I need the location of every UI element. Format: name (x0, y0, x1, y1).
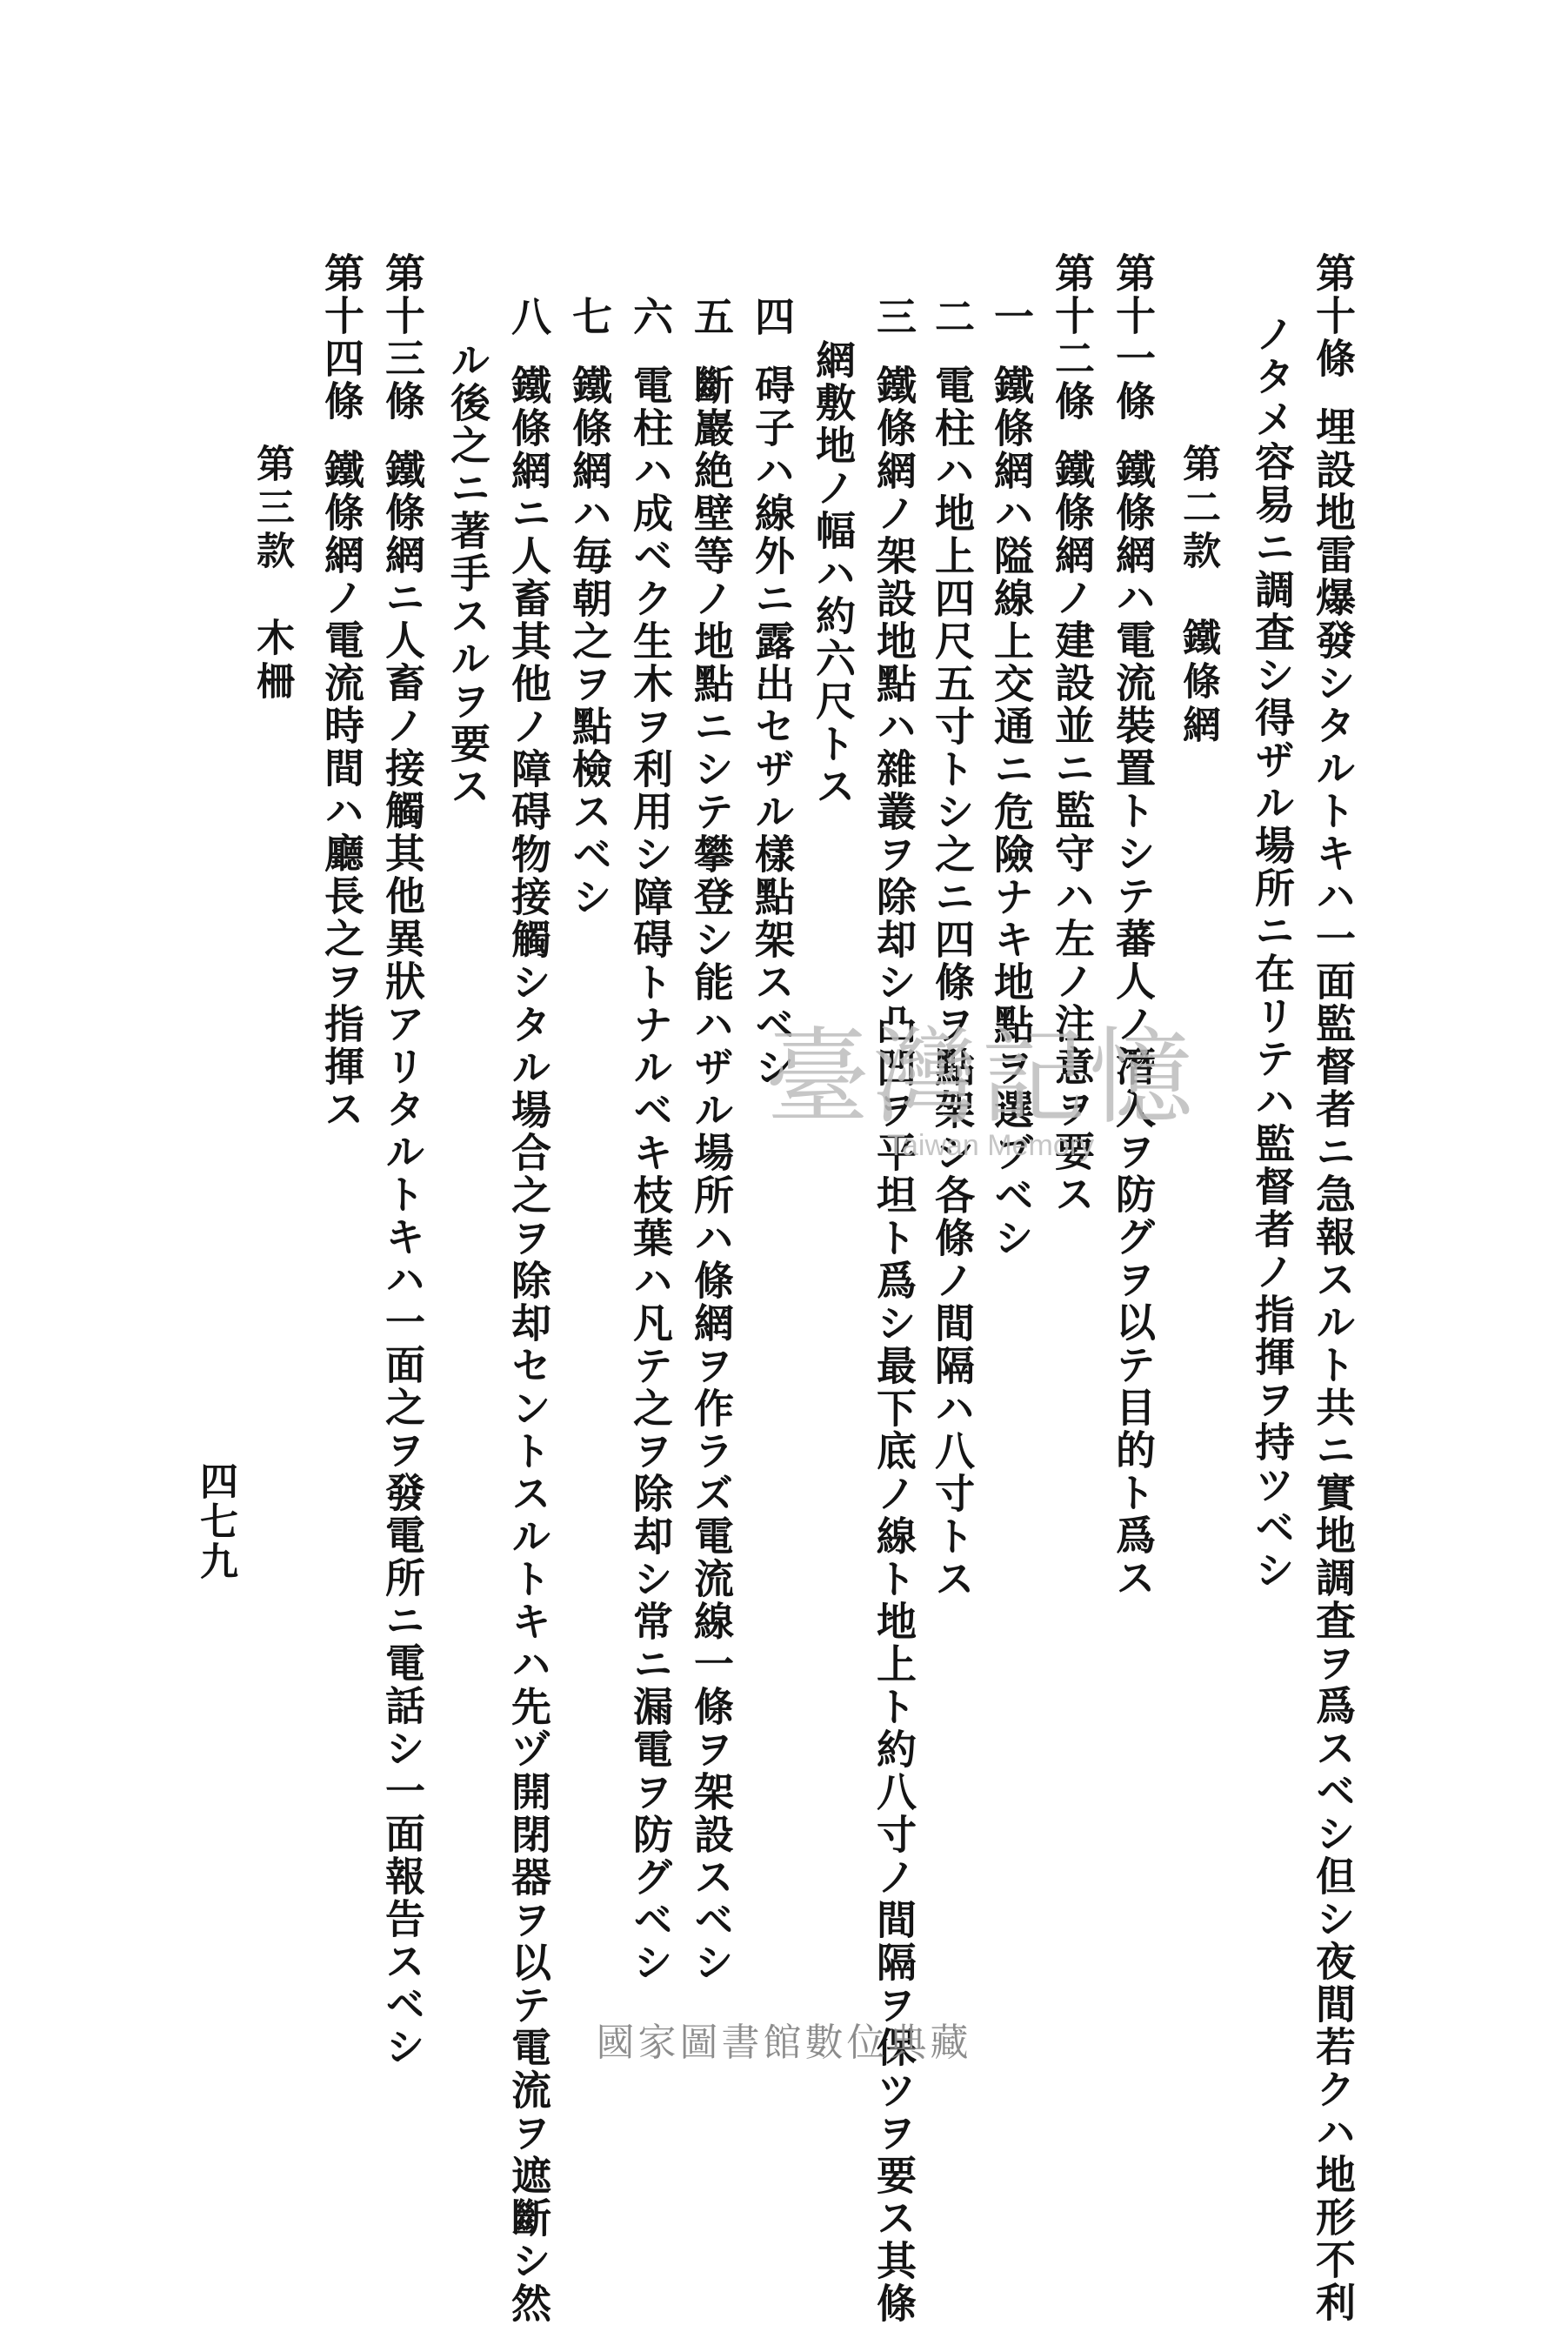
item-label: 二 (929, 296, 976, 338)
item-text: ル後之ニ著手スルヲ要ス (444, 339, 491, 808)
section-heading-2 (1176, 444, 1220, 748)
item-label: 七 (566, 296, 613, 338)
item-3-cont-col (810, 339, 857, 808)
item-text: 碍子ハ線外ニ露出セザル樣點架スベシ (749, 364, 796, 1089)
item-5-col (688, 296, 735, 1984)
item-text: 鐵條網ハ隘線上交通ニ危險ナキ地點ヲ選ブベシ (988, 364, 1035, 1259)
item-text: 電柱ハ成ベク生木ヲ利用シ障碍トナルベキ枝葉ハ凡テ之ヲ除却シ常ニ漏電ヲ防グベシ (627, 364, 674, 1984)
heading-text: 第二款 鐵條網 (1176, 444, 1220, 748)
article-text: ノタメ容易ニ調査シ得ザル場所ニ在リテハ監督者ノ指揮ヲ持ツベシ (1249, 313, 1296, 1592)
article-text: 鐵條網ハ電流裝置トシテ蕃人ノ潛入ヲ防グヲ以テ目的ト爲ス (1110, 449, 1157, 1600)
article-12-col (1049, 252, 1096, 1216)
article-10-cont-col (1249, 313, 1296, 1592)
article-text: 鐵條網ニ人畜ノ接觸其他異狀アリタルトキハ一面之ヲ發電所ニ電話シ一面報告スベシ (379, 449, 426, 2068)
article-text: 鐵條網ノ電流時間ハ廳長之ヲ指揮ス (318, 449, 365, 1131)
item-2-col (929, 296, 976, 1600)
watermark-english: Taiwan Memory (887, 1129, 1095, 1162)
item-text: 鐵條網ノ架設地點ハ雜叢ヲ除却シ凸凹ヲ平坦ト爲シ最下底ノ線ト地上ト約八寸ノ間隔ヲ保ツヲ要ス其條 (871, 364, 917, 2325)
article-label: 第十三條 (379, 252, 426, 423)
item-text: 鐵條網ハ毎朝之ヲ點檢スベシ (566, 364, 613, 919)
item-text: 網敷地ノ幅ハ約六尺トス (810, 339, 857, 808)
heading-text: 第三款 木柵 (250, 444, 294, 705)
item-label: 三 (871, 296, 917, 338)
article-14-col (318, 252, 365, 1131)
item-8-cont-col (444, 339, 491, 808)
item-4-col (749, 296, 796, 1089)
footer-credit: 國家圖書館數位典藏 (596, 2021, 972, 2065)
item-label: 四 (749, 296, 796, 338)
article-label: 第十一條 (1110, 252, 1157, 423)
article-label: 第十四條 (318, 252, 365, 423)
item-7-col (566, 296, 613, 919)
item-label: 五 (688, 296, 735, 338)
item-label: 八 (505, 296, 552, 338)
article-text: 埋設地雷爆發シタルトキハ一面監督者ニ急報スルト共ニ實地調査ヲ爲スベシ但シ夜間若クハ地形不利 (1310, 406, 1357, 2324)
article-label: 第十二條 (1049, 252, 1096, 423)
item-text: 鐵條網ニ人畜其他ノ障碍物接觸シタル場合之ヲ除却セントスルトキハ先ヅ開閉器ヲ以テ電流ヲ遮斷シ然 (505, 364, 552, 2325)
section-heading-3 (250, 444, 294, 705)
item-label: 六 (627, 296, 674, 338)
article-text: 鐵條網ノ建設並ニ監守ハ左ノ注意ヲ要ス (1049, 449, 1096, 1216)
page-number: 四七九 (193, 1461, 237, 1581)
article-label: 第十條 (1310, 252, 1357, 380)
item-text: 斷巖絶壁等ノ地點ニシテ攀登シ能ハザル場所ハ條網ヲ作ラズ電流線一條ヲ架設スベシ (688, 364, 735, 1984)
article-11-col (1110, 252, 1157, 1600)
watermark-chinese: 臺灣記憶 (765, 1018, 1197, 1139)
item-text: 電柱ハ地上四尺五寸トシ之ニ四條ヲ點架シ各條ノ間隔ハ八寸トス (929, 364, 976, 1600)
item-1-col (988, 296, 1035, 1259)
item-6-col (627, 296, 674, 1984)
article-13-col (379, 252, 426, 2068)
item-label: 一 (988, 296, 1035, 338)
